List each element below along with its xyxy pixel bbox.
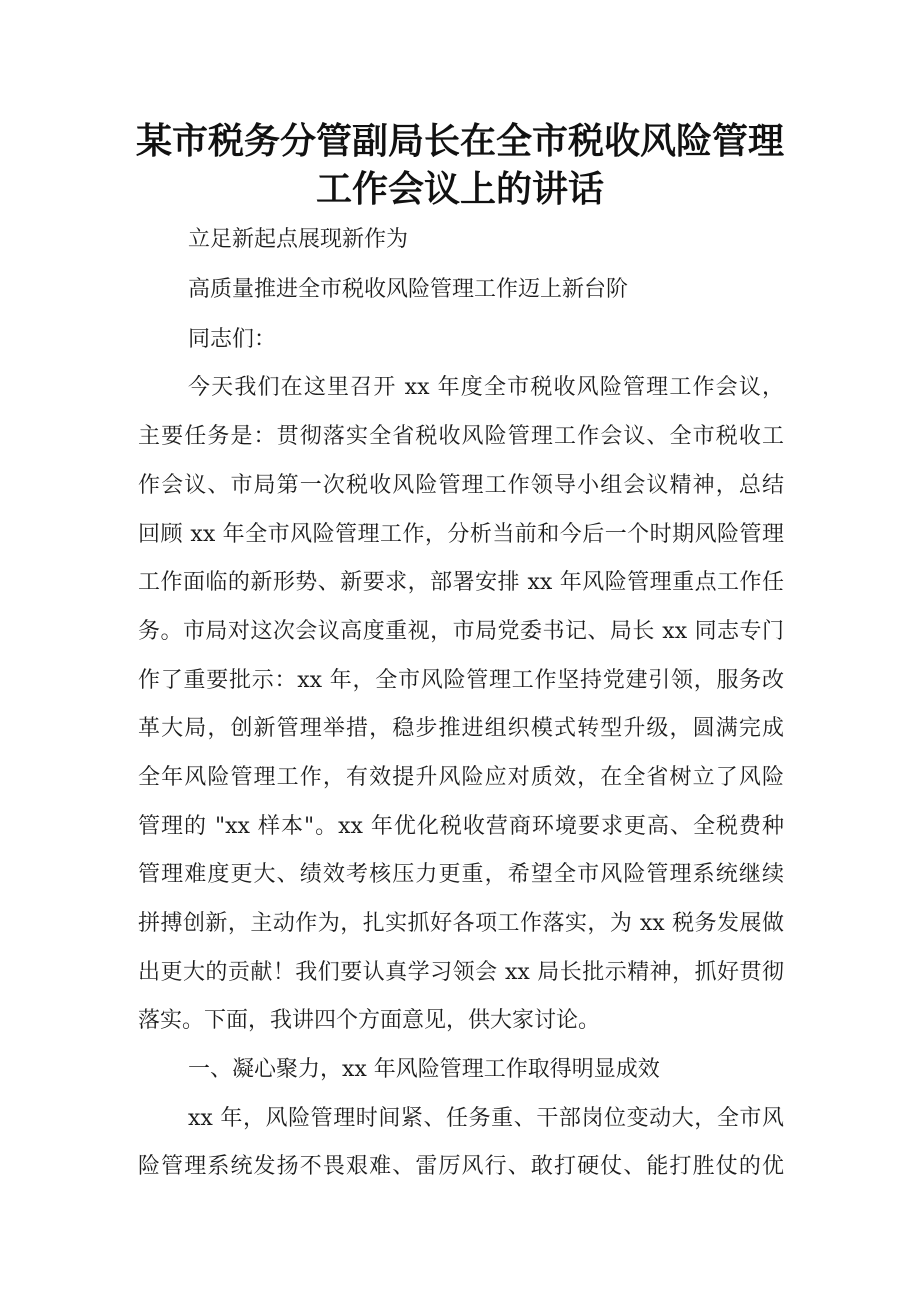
paragraph-line: 出更大的贡献！我们要认真学习领会 xx 局长批示精神，抓好贯彻 (138, 960, 784, 985)
paragraph-line: 革大局，创新管理举措，稳步推进组织模式转型升级，圆满完成 (138, 716, 784, 741)
salutation: 同志们： (188, 327, 277, 352)
paragraph-line: 作了重要批示：xx 年，全市风险管理工作坚持党建引领，服务改 (138, 668, 784, 693)
paragraph-line: 主要任务是：贯彻落实全省税收风险管理工作会议、全市税收工 (138, 424, 784, 449)
paragraph-line: 落实。下面，我讲四个方面意见，供大家讨论。 (138, 1008, 601, 1033)
paragraph-line: 险管理系统发扬不畏艰难、雷厉风行、敢打硬仗、能打胜仗的优 (138, 1154, 784, 1179)
paragraph-line: 全年风险管理工作，有效提升风险应对质效，在全省树立了风险 (138, 765, 784, 790)
document-title-line-1: 某市税务分管副局长在全市税收风险管理 (135, 121, 784, 162)
paragraph-line: 工作面临的新形势、新要求，部署安排 xx 年风险管理重点工作任 (138, 570, 784, 595)
paragraph-line: xx 年，风险管理时间紧、任务重、干部岗位变动大，全市风 (188, 1106, 784, 1131)
section-heading-1: 一、凝心聚力，xx 年风险管理工作取得明显成效 (188, 1057, 660, 1082)
paragraph-line: 管理难度更大、绩效考核压力更重，希望全市风险管理系统继续 (138, 862, 784, 887)
document-title-line-2: 工作会议上的讲话 (315, 169, 604, 210)
paragraph-line: 务。市局对这次会议高度重视，市局党委书记、局长 xx 同志专门 (138, 619, 784, 644)
paragraph-line: 作会议、市局第一次税收风险管理工作领导小组会议精神，总结 (138, 473, 784, 498)
paragraph-line: 拼搏创新，主动作为，扎实抓好各项工作落实，为 xx 税务发展做 (138, 911, 784, 936)
paragraph-line: 今天我们在这里召开 xx 年度全市税收风险管理工作会议， (188, 375, 784, 400)
paragraph-line: 管理的 "xx 样本"。xx 年优化税收营商环境要求更高、全税费种 (138, 814, 784, 839)
paragraph-line: 回顾 xx 年全市风险管理工作，分析当前和今后一个时期风险管理 (138, 522, 784, 547)
subtitle-line-2: 高质量推进全市税收风险管理工作迈上新台阶 (188, 277, 629, 302)
subtitle-line-1: 立足新起点展现新作为 (188, 227, 409, 252)
